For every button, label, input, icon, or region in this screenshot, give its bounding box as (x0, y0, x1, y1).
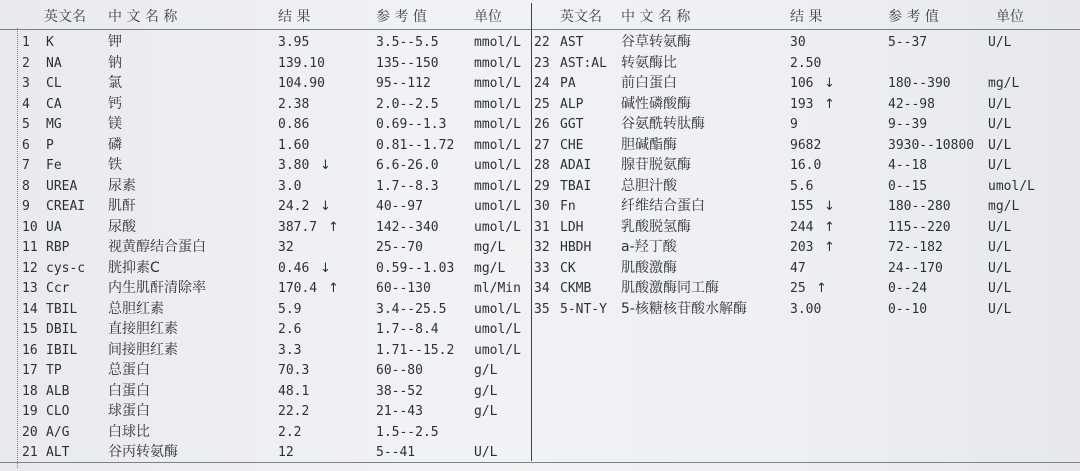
row-number: 19 (22, 404, 38, 419)
reference-range: 24--170 (888, 260, 943, 276)
test-name: 胆碱酯酶 (621, 136, 677, 153)
result-value: 2.38 (278, 96, 310, 112)
row-number: 2 (22, 55, 30, 71)
row-number: 22 (534, 35, 550, 50)
header-divider (0, 29, 1080, 30)
unit: mmol/L (474, 117, 521, 132)
unit: g/L (474, 383, 498, 399)
test-name: 肌酸激酶 (621, 259, 677, 276)
test-code: ALP (560, 96, 584, 112)
test-code: RBP (46, 240, 70, 255)
reference-range: 3930--10800 (888, 137, 975, 153)
row-number: 5 (22, 117, 30, 132)
result-value: 24.2 (278, 199, 310, 214)
test-name: 总蛋白 (108, 362, 150, 378)
result-value: 9 (790, 117, 798, 132)
test-code: NA (46, 55, 62, 71)
table-row (0, 155, 1080, 176)
test-name: 谷丙转氨酶 (108, 444, 178, 460)
test-code: CA (46, 96, 62, 112)
row-number: 17 (22, 363, 38, 378)
reference-range: 40--97 (376, 199, 423, 214)
reference-range: 1.7--8.4 (376, 322, 439, 337)
result-value: 1.60 (278, 137, 310, 153)
test-code: cys-c (46, 260, 86, 276)
result-value: 203 (790, 240, 814, 255)
row-number: 23 (534, 55, 550, 71)
test-code: CHE (560, 137, 584, 153)
header-reference: 参 考 值 (376, 9, 427, 25)
row-number: 28 (534, 158, 550, 173)
row-number: 10 (22, 219, 38, 235)
reference-range: 5--41 (376, 445, 416, 460)
row-number: 4 (22, 96, 30, 112)
result-value: 3.3 (278, 342, 302, 358)
test-name: 镁 (108, 116, 122, 132)
row-number: 27 (534, 137, 550, 153)
test-name: 5-核糖核苷酸水解酶 (621, 300, 747, 317)
result-value: 139.10 (278, 55, 325, 71)
test-name: 尿酸 (108, 218, 136, 235)
unit: mmol/L (474, 35, 521, 50)
test-code: Fe (46, 158, 62, 173)
row-number: 30 (534, 199, 550, 214)
table-row (0, 381, 1080, 402)
test-name: 钙 (108, 95, 122, 112)
unit: U/L (988, 158, 1012, 173)
unit: U/L (474, 445, 498, 460)
row-number: 26 (534, 117, 550, 132)
table-row (0, 237, 1080, 258)
test-name: 谷氨酰转肽酶 (621, 116, 705, 132)
table-row (0, 196, 1080, 217)
test-code: HBDH (560, 240, 592, 255)
reference-range: 25--70 (376, 240, 423, 255)
unit: umol/L (474, 219, 521, 235)
unit: mg/L (474, 240, 506, 255)
reference-range: 180--390 (888, 76, 951, 91)
test-name: 总胆汁酸 (621, 177, 677, 194)
test-name: 肌酐 (108, 198, 136, 214)
test-code: TBAI (560, 178, 592, 194)
table-row (0, 135, 1080, 156)
unit: U/L (988, 35, 1012, 50)
reference-range: 2.0--2.5 (376, 96, 439, 112)
unit: mg/L (988, 76, 1020, 91)
result-value: 104.90 (278, 76, 325, 91)
row-number: 15 (22, 322, 38, 337)
result-value: 16.0 (790, 158, 822, 173)
header-en-name: 英文名 (44, 9, 86, 25)
test-name: 乳酸脱氢酶 (621, 218, 691, 235)
reference-range: 3.5--5.5 (376, 35, 439, 50)
unit: U/L (988, 240, 1012, 255)
reference-range: 180--280 (888, 199, 951, 214)
row-number: 34 (534, 281, 550, 296)
result-value: 22.2 (278, 404, 310, 419)
row-number: 8 (22, 178, 30, 194)
unit: umol/L (474, 342, 521, 358)
test-code: UREA (46, 178, 78, 194)
table-row (0, 401, 1080, 422)
high-flag-icon: ↑ (328, 219, 339, 235)
reference-range: 21--43 (376, 404, 423, 419)
high-flag-icon: ↑ (328, 281, 339, 296)
test-code: CLO (46, 404, 70, 419)
result-value: 48.1 (278, 383, 310, 399)
row-number: 1 (22, 35, 30, 50)
unit: mmol/L (474, 137, 521, 153)
table-row (0, 53, 1080, 74)
result-value: 193 (790, 96, 814, 112)
reference-range: 5--37 (888, 35, 928, 50)
high-flag-icon: ↑ (816, 281, 827, 296)
test-code: K (46, 35, 54, 50)
unit: umol/L (474, 158, 521, 173)
test-name: 视黄醇结合蛋白 (108, 239, 206, 255)
result-value: 3.00 (790, 301, 822, 317)
unit: g/L (474, 363, 498, 378)
reference-range: 38--52 (376, 383, 423, 399)
test-code: CK (560, 260, 576, 276)
test-code: ADAI (560, 158, 592, 173)
table-row (0, 114, 1080, 135)
reference-range: 6.6-26.0 (376, 158, 439, 173)
reference-range: 0.59--1.03 (376, 260, 455, 276)
reference-range: 95--112 (376, 76, 431, 91)
test-code: DBIL (46, 322, 78, 337)
row-number: 24 (534, 76, 550, 91)
reference-range: 1.7--8.3 (376, 178, 439, 194)
test-code: AST (560, 35, 584, 50)
row-number: 7 (22, 158, 30, 173)
test-code: CL (46, 76, 62, 91)
test-name: 铁 (108, 157, 122, 173)
unit: mmol/L (474, 96, 521, 112)
test-name: a-羟丁酸 (621, 239, 677, 255)
reference-range: 42--98 (888, 96, 935, 112)
table-row (0, 278, 1080, 299)
unit: U/L (988, 219, 1012, 235)
result-value: 0.46 (278, 260, 310, 276)
test-code: UA (46, 219, 62, 235)
test-code: TBIL (46, 301, 78, 317)
low-flag-icon: ↓ (824, 76, 835, 91)
table-row (0, 442, 1080, 463)
row-number: 25 (534, 96, 550, 112)
test-name: 磷 (108, 136, 122, 153)
test-code: 5-NT-Y (560, 301, 607, 317)
result-value: 12 (278, 445, 294, 460)
table-row (0, 32, 1080, 53)
reference-range: 1.71--15.2 (376, 342, 455, 358)
test-code: IBIL (46, 342, 78, 358)
unit: g/L (474, 404, 498, 419)
result-value: 30 (790, 35, 806, 50)
test-name: 纤维结合蛋白 (621, 198, 705, 214)
test-name: 尿素 (108, 177, 136, 194)
test-code: MG (46, 117, 62, 132)
result-value: 2.6 (278, 322, 302, 337)
unit: umol/L (988, 178, 1035, 194)
test-name: 肌酸激酶同工酶 (621, 280, 719, 296)
unit: U/L (988, 117, 1012, 132)
result-value: 9682 (790, 137, 822, 153)
reference-range: 1.5--2.5 (376, 424, 439, 440)
unit: mmol/L (474, 76, 521, 91)
row-number: 11 (22, 240, 38, 255)
table-row (0, 258, 1080, 279)
test-code: Fn (560, 199, 576, 214)
test-name: 白蛋白 (108, 382, 150, 399)
row-number: 16 (22, 342, 38, 358)
test-code: LDH (560, 219, 584, 235)
test-code: P (46, 137, 54, 153)
low-flag-icon: ↓ (824, 199, 835, 214)
row-number: 18 (22, 383, 38, 399)
test-code: A/G (46, 424, 70, 440)
test-name: 内生肌酐清除率 (108, 280, 206, 296)
row-number: 9 (22, 199, 30, 214)
table-row (0, 73, 1080, 94)
header-unit-right: 单位 (996, 9, 1024, 25)
test-name: 谷草转氨酶 (621, 34, 691, 50)
unit: U/L (988, 96, 1012, 112)
result-value: 47 (790, 260, 806, 276)
row-number: 3 (22, 76, 30, 91)
reference-range: 115--220 (888, 219, 951, 235)
row-number: 21 (22, 445, 38, 460)
row-number: 20 (22, 424, 38, 440)
test-code: TP (46, 363, 62, 378)
test-name: 球蛋白 (108, 403, 150, 419)
row-number: 32 (534, 240, 550, 255)
table-row (0, 176, 1080, 197)
low-flag-icon: ↓ (320, 260, 331, 276)
result-value: 5.6 (790, 178, 814, 194)
row-number: 13 (22, 281, 38, 296)
reference-range: 0--10 (888, 301, 928, 317)
table-row (0, 94, 1080, 115)
result-value: 3.80 (278, 158, 310, 173)
result-value: 3.0 (278, 178, 302, 194)
result-value: 387.7 (278, 219, 318, 235)
unit: umol/L (474, 301, 521, 317)
low-flag-icon: ↓ (320, 199, 331, 214)
header-cn-name-right: 中 文 名 称 (621, 9, 691, 25)
test-name: 钾 (108, 34, 122, 50)
row-number: 35 (534, 301, 550, 317)
reference-range: 135--150 (376, 55, 439, 71)
test-code: CKMB (560, 281, 592, 296)
header-en-name-right: 英文名 (560, 9, 602, 25)
test-code: PA (560, 76, 576, 91)
unit: U/L (988, 301, 1012, 317)
result-value: 244 (790, 219, 814, 235)
unit: mmol/L (474, 178, 521, 194)
high-flag-icon: ↑ (824, 240, 835, 255)
result-value: 170.4 (278, 281, 318, 296)
low-flag-icon: ↓ (320, 158, 331, 173)
test-code: ALT (46, 445, 70, 460)
result-value: 0.86 (278, 117, 310, 132)
reference-range: 0--15 (888, 178, 928, 194)
unit: U/L (988, 260, 1012, 276)
result-value: 25 (790, 281, 806, 296)
result-value: 2.50 (790, 55, 822, 71)
table-row (0, 319, 1080, 340)
table-row (0, 340, 1080, 361)
test-code: CREAI (46, 199, 86, 214)
table-row (0, 422, 1080, 443)
test-code: ALB (46, 383, 70, 399)
row-number: 6 (22, 137, 30, 153)
row-number: 14 (22, 301, 38, 317)
result-value: 3.95 (278, 35, 310, 50)
test-name: 直接胆红素 (108, 321, 178, 337)
reference-range: 0.81--1.72 (376, 137, 455, 153)
header-cn-name: 中 文 名 称 (108, 9, 178, 25)
result-value: 5.9 (278, 301, 302, 317)
row-number: 31 (534, 219, 550, 235)
test-name: 碱性磷酸酶 (621, 95, 691, 112)
test-name: 腺苷脱氨酶 (621, 157, 691, 173)
high-flag-icon: ↑ (824, 219, 835, 235)
unit: mmol/L (474, 55, 521, 71)
test-name: 氯 (108, 75, 122, 91)
result-value: 70.3 (278, 363, 310, 378)
reference-range: 3.4--25.5 (376, 301, 447, 317)
test-name: 胱抑素C (108, 259, 160, 276)
table-row (0, 299, 1080, 320)
unit: umol/L (474, 322, 521, 337)
test-name: 白球比 (108, 423, 150, 440)
test-code: AST:AL (560, 55, 607, 71)
row-number: 33 (534, 260, 550, 276)
test-name: 间接胆红素 (108, 341, 178, 358)
test-name: 总胆红素 (108, 300, 164, 317)
table-row (0, 360, 1080, 381)
unit: mg/L (988, 199, 1020, 214)
unit: U/L (988, 137, 1012, 153)
reference-range: 0.69--1.3 (376, 117, 447, 132)
unit: umol/L (474, 199, 521, 214)
reference-range: 9--39 (888, 117, 928, 132)
test-name: 前白蛋白 (621, 75, 677, 91)
unit: ml/Min (474, 281, 521, 296)
unit: U/L (988, 281, 1012, 296)
test-code: GGT (560, 117, 584, 132)
result-value: 106 (790, 76, 814, 91)
reference-range: 60--130 (376, 281, 431, 296)
test-code: Ccr (46, 281, 70, 296)
header-unit: 单位 (474, 9, 502, 25)
reference-range: 60--80 (376, 363, 423, 378)
header-result-right: 结 果 (790, 9, 823, 25)
unit: mg/L (474, 260, 506, 276)
header-reference-right: 参 考 值 (888, 9, 939, 25)
header-result: 结 果 (278, 9, 311, 25)
result-value: 155 (790, 199, 814, 214)
test-name: 转氨酶比 (621, 54, 677, 71)
reference-range: 4--18 (888, 158, 928, 173)
table-row (0, 217, 1080, 238)
reference-range: 0--24 (888, 281, 928, 296)
row-number: 12 (22, 260, 38, 276)
test-name: 钠 (108, 54, 122, 71)
result-value: 32 (278, 240, 294, 255)
row-number: 29 (534, 178, 550, 194)
reference-range: 72--182 (888, 240, 943, 255)
reference-range: 142--340 (376, 219, 439, 235)
result-value: 2.2 (278, 424, 302, 440)
high-flag-icon: ↑ (824, 96, 835, 112)
